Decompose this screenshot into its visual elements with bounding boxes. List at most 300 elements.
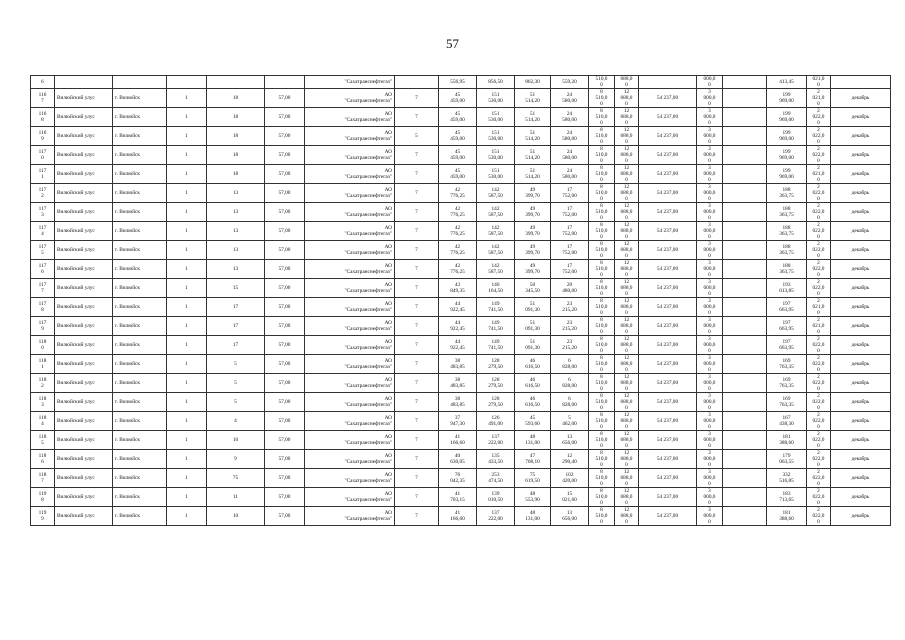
table-cell: 2 022,0 0 — [807, 241, 831, 260]
table-cell: 42 776,25 — [439, 203, 477, 222]
table-cell: 3 000,0 0 — [697, 298, 723, 317]
table-cell: 57,00 — [265, 431, 305, 450]
table-cell: 42 776,25 — [439, 184, 477, 203]
table-row — [31, 260, 891, 279]
table-cell: 1 — [167, 355, 207, 374]
table-cell: 1 — [167, 184, 207, 203]
table-cell: 13 656,00 — [551, 431, 589, 450]
table-cell: АО "Сахатранснефтегаз" — [305, 241, 395, 260]
table-cell: 2 022,0 0 — [807, 393, 831, 412]
table-cell: г. Вилюйск — [113, 393, 167, 412]
table-cell: 17 752,00 — [551, 203, 589, 222]
table-cell: 24 580,00 — [551, 146, 589, 165]
table-cell: 856,50 — [477, 76, 515, 89]
table-row — [31, 450, 891, 469]
table-cell: г. Вилюйск — [113, 279, 167, 298]
table-cell: декабрь — [831, 507, 891, 526]
table-cell: Вилюйский улус — [55, 89, 113, 108]
table-cell: Вилюйский улус — [55, 336, 113, 355]
table-cell: АО "Сахатранснефтегаз" — [305, 469, 395, 488]
table-cell: 57,00 — [265, 127, 305, 146]
table-cell: 38 483,85 — [439, 374, 477, 393]
table-cell: 179 063,55 — [767, 450, 807, 469]
table-cell: 7 — [395, 89, 439, 108]
table-cell: 12 688,0 0 — [615, 146, 639, 165]
table-cell: АО "Сахатранснефтегаз" — [305, 222, 395, 241]
table-cell: 51 514,20 — [515, 108, 551, 127]
table-cell: 7 — [395, 241, 439, 260]
table-cell: "Сахатранснефтегаз" — [305, 76, 395, 89]
table-cell: 193 013,85 — [767, 279, 807, 298]
table-cell: 197 663,95 — [767, 317, 807, 336]
table-cell: 57,00 — [265, 317, 305, 336]
table-cell: 12 688,0 0 — [615, 507, 639, 526]
table-cell: 12 688,0 0 — [615, 431, 639, 450]
table-cell: 54 237,00 — [639, 222, 697, 241]
table-cell: 48 131,00 — [515, 507, 551, 526]
table-cell: 57,00 — [265, 412, 305, 431]
table-cell — [723, 146, 767, 165]
table-cell: декабрь — [831, 184, 891, 203]
table-cell: декабрь — [831, 165, 891, 184]
table-cell: декабрь — [831, 260, 891, 279]
table-cell: 8 510,0 0 — [589, 393, 615, 412]
table-cell: 57,00 — [265, 355, 305, 374]
table-cell: г. Вилюйск — [113, 374, 167, 393]
table-cell: 50 345,50 — [515, 279, 551, 298]
table-cell: 2 022,0 0 — [807, 108, 831, 127]
table-cell: 24 580,00 — [551, 108, 589, 127]
table-cell: 15 — [207, 279, 265, 298]
table-row — [31, 279, 891, 298]
table-cell: 12 688,0 0 — [615, 298, 639, 317]
table-cell: 12 688,0 0 — [615, 279, 639, 298]
table-cell — [723, 108, 767, 127]
table-cell: 24 580,00 — [551, 89, 589, 108]
table-cell: 116 9 — [31, 127, 55, 146]
table-cell: АО "Сахатранснефтегаз" — [305, 127, 395, 146]
table-cell: АО "Сахатранснефтегаз" — [305, 488, 395, 507]
table-cell: 3 000,0 0 — [697, 222, 723, 241]
table-cell: 54 237,00 — [639, 108, 697, 127]
table-cell: декабрь — [831, 374, 891, 393]
table-cell: 54 237,00 — [639, 412, 697, 431]
table-cell: 12 688,0 0 — [615, 184, 639, 203]
table-row — [31, 108, 891, 127]
table-cell: 13 — [207, 260, 265, 279]
table-cell: 199 969,00 — [767, 146, 807, 165]
table-cell: 188 363,75 — [767, 222, 807, 241]
table-cell: 12 688,0 0 — [615, 374, 639, 393]
table-cell: 13 — [207, 241, 265, 260]
table-cell: АО "Сахатранснефтегаз" — [305, 108, 395, 127]
table-cell: 12 688,0 0 — [615, 165, 639, 184]
table-cell: 2 022,0 0 — [807, 431, 831, 450]
table-cell: 6 828,00 — [551, 374, 589, 393]
table-cell — [723, 469, 767, 488]
table-cell: 8 510,0 0 — [589, 355, 615, 374]
table-cell: 12 688,0 0 — [615, 488, 639, 507]
table-cell: 1 — [167, 241, 207, 260]
table-cell: 57,00 — [265, 203, 305, 222]
table-cell: 2 022,0 0 — [807, 260, 831, 279]
table-cell: 3 000,0 0 — [697, 393, 723, 412]
table-cell — [723, 222, 767, 241]
table-cell: 197 663,95 — [767, 336, 807, 355]
table-cell: АО "Сахатранснефтегаз" — [305, 336, 395, 355]
table-cell: 2 022,0 0 — [807, 184, 831, 203]
table-cell: 1 — [167, 165, 207, 184]
table-cell: 139 010,50 — [477, 488, 515, 507]
table-row — [31, 184, 891, 203]
table-cell: 7 — [395, 507, 439, 526]
table-cell: 54 237,00 — [639, 241, 697, 260]
table-cell: 118 1 — [31, 355, 55, 374]
table-cell: г. Вилюйск — [113, 507, 167, 526]
table-cell: 54 237,00 — [639, 450, 697, 469]
table-cell: 1 — [167, 374, 207, 393]
table-cell: 10 — [207, 507, 265, 526]
table-cell: 8 510,0 0 — [589, 317, 615, 336]
table-cell: 8 510,0 0 — [589, 203, 615, 222]
table-cell: 17 — [207, 298, 265, 317]
table-cell: декабрь — [831, 431, 891, 450]
table-cell: Вилюйский улус — [55, 298, 113, 317]
table-cell: 5 — [207, 393, 265, 412]
table-cell: 57,00 — [265, 450, 305, 469]
table-cell: 17 — [207, 317, 265, 336]
table-cell: г. Вилюйск — [113, 450, 167, 469]
table-cell: 12 688,0 0 — [615, 127, 639, 146]
table-cell: 169 763,35 — [767, 393, 807, 412]
table-cell: 3 000,0 0 — [697, 507, 723, 526]
table-cell: 54 237,00 — [639, 317, 697, 336]
table-cell: 119 9 — [31, 507, 55, 526]
table-cell: 9 — [207, 450, 265, 469]
table-body — [31, 76, 891, 526]
table-cell: 45 459,00 — [439, 127, 477, 146]
table-cell: Вилюйский улус — [55, 146, 113, 165]
table-cell: 54 237,00 — [639, 507, 697, 526]
table-cell: Вилюйский улус — [55, 393, 113, 412]
table-cell: 54 237,00 — [639, 488, 697, 507]
table-cell: 1 — [167, 89, 207, 108]
table-cell: 2 022,0 0 — [807, 469, 831, 488]
table-cell — [723, 431, 767, 450]
table-cell: 12 688,0 0 — [615, 260, 639, 279]
table-cell: 181 388,60 — [767, 507, 807, 526]
table-cell: 37 947,30 — [439, 412, 477, 431]
table-row — [31, 374, 891, 393]
table-cell: 2 022,0 0 — [807, 507, 831, 526]
table-cell: 54 237,00 — [639, 393, 697, 412]
table-cell: 1 — [167, 108, 207, 127]
table-cell: 199 969,00 — [767, 89, 807, 108]
table-cell: Вилюйский улус — [55, 469, 113, 488]
table-cell: 6 828,00 — [551, 355, 589, 374]
table-cell: 54 237,00 — [639, 298, 697, 317]
table-cell — [639, 76, 697, 89]
table-cell: 5 — [395, 127, 439, 146]
table-cell: декабрь — [831, 279, 891, 298]
table-cell: 57,00 — [265, 507, 305, 526]
table-cell: Вилюйский улус — [55, 279, 113, 298]
table-cell: 54 237,00 — [639, 165, 697, 184]
table-cell: 24 580,00 — [551, 127, 589, 146]
table-cell: 117 0 — [31, 146, 55, 165]
table-cell: 2 022,0 0 — [807, 279, 831, 298]
table-cell: 51 091,30 — [515, 317, 551, 336]
table-row — [31, 412, 891, 431]
table-cell: 8 510,0 0 — [589, 431, 615, 450]
table-cell: 8 510,0 0 — [589, 298, 615, 317]
table-cell: 199 969,00 — [767, 165, 807, 184]
table-cell: 45 459,00 — [439, 165, 477, 184]
table-cell: г. Вилюйск — [113, 203, 167, 222]
table-cell: 54 237,00 — [639, 431, 697, 450]
table-cell: 116 7 — [31, 89, 55, 108]
table-cell: 128 279,50 — [477, 393, 515, 412]
table-cell: 117 2 — [31, 184, 55, 203]
table-cell: 12 688,0 0 — [615, 393, 639, 412]
table-cell: 6 828,00 — [551, 393, 589, 412]
table-cell: 17 752,00 — [551, 260, 589, 279]
table-cell: 3 000,0 0 — [697, 165, 723, 184]
table-cell: 8 510,0 0 — [589, 241, 615, 260]
table-cell: 54 237,00 — [639, 260, 697, 279]
table-cell: 2 022,0 0 — [807, 146, 831, 165]
table-cell: 49 399,70 — [515, 184, 551, 203]
table-row — [31, 336, 891, 355]
table-cell: 12 688,0 0 — [615, 450, 639, 469]
table-cell: 45 459,00 — [439, 108, 477, 127]
table-cell: 149 741,50 — [477, 298, 515, 317]
table-cell: 8 510,0 0 — [589, 374, 615, 393]
page-number: 57 — [446, 36, 459, 51]
table-cell: 2 021,0 0 — [807, 298, 831, 317]
table-cell: 46 616,50 — [515, 393, 551, 412]
table-cell: 199 969,00 — [767, 127, 807, 146]
table-cell — [831, 76, 891, 89]
table-cell: Вилюйский улус — [55, 260, 113, 279]
table-cell: 117 7 — [31, 279, 55, 298]
table-cell: 3 000,0 0 — [697, 108, 723, 127]
table-cell: 1 — [167, 279, 207, 298]
table-cell: 3 000,0 0 — [697, 127, 723, 146]
table-cell: 57,00 — [265, 146, 305, 165]
table-cell: 118 5 — [31, 431, 55, 450]
table-cell: 7 — [395, 355, 439, 374]
table-cell: 2 022,0 0 — [807, 374, 831, 393]
table-cell: 57,00 — [265, 374, 305, 393]
table-cell: 1 — [167, 488, 207, 507]
table-cell: декабрь — [831, 203, 891, 222]
table-cell: 2 022,0 0 — [807, 203, 831, 222]
table-cell: 23 215,20 — [551, 317, 589, 336]
table-cell: 137 222,00 — [477, 507, 515, 526]
table-cell: Вилюйский улус — [55, 241, 113, 260]
table-cell: АО "Сахатранснефтегаз" — [305, 431, 395, 450]
table-cell: 5 — [207, 374, 265, 393]
table-cell: 8 510,0 0 — [589, 222, 615, 241]
table-cell: 118 7 — [31, 469, 55, 488]
table-cell — [723, 393, 767, 412]
table-cell: 197 663,95 — [767, 298, 807, 317]
table-cell: 51 514,20 — [515, 127, 551, 146]
table-row — [31, 89, 891, 108]
table-cell: г. Вилюйск — [113, 488, 167, 507]
table-cell: 7 — [395, 412, 439, 431]
table-cell: Вилюйский улус — [55, 127, 113, 146]
table-cell: 57,00 — [265, 279, 305, 298]
table-cell: 128 279,50 — [477, 374, 515, 393]
table-cell: г. Вилюйск — [113, 317, 167, 336]
table-cell: 142 587,50 — [477, 241, 515, 260]
table-cell: 556,95 — [439, 76, 477, 89]
table-cell: 118 4 — [31, 412, 55, 431]
table-cell: 57,00 — [265, 488, 305, 507]
table-cell: 5 462,00 — [551, 412, 589, 431]
table-cell: 45 593,60 — [515, 412, 551, 431]
table-cell: 8 510,0 0 — [589, 108, 615, 127]
table-cell: 57,00 — [265, 298, 305, 317]
table-cell: АО "Сахатранснефтегаз" — [305, 279, 395, 298]
table-cell: 169 763,35 — [767, 374, 807, 393]
table-cell: 57,00 — [265, 184, 305, 203]
table-cell: Вилюйский улус — [55, 450, 113, 469]
table-cell: г. Вилюйск — [113, 127, 167, 146]
table-row — [31, 127, 891, 146]
table-cell — [723, 355, 767, 374]
table-cell: 4 — [207, 412, 265, 431]
table-cell: 3 000,0 0 — [697, 431, 723, 450]
table-cell — [723, 89, 767, 108]
table-cell: 1 — [167, 317, 207, 336]
table-cell: 128 279,50 — [477, 355, 515, 374]
table-cell: 41 166,60 — [439, 431, 477, 450]
table-cell: 42 776,25 — [439, 222, 477, 241]
table-cell: 38 483,85 — [439, 355, 477, 374]
table-cell: декабрь — [831, 317, 891, 336]
table-cell: 42 776,25 — [439, 241, 477, 260]
table-cell: 8 510,0 0 — [589, 127, 615, 146]
table-cell: 2 022,0 0 — [807, 450, 831, 469]
table-cell: 2 022,0 0 — [807, 412, 831, 431]
table-cell: 7 — [395, 222, 439, 241]
table-cell — [207, 76, 265, 89]
table-cell: АО "Сахатранснефтегаз" — [305, 165, 395, 184]
table-cell: 13 656,00 — [551, 507, 589, 526]
table-row — [31, 222, 891, 241]
table-row — [31, 146, 891, 165]
table-cell: Вилюйский улус — [55, 431, 113, 450]
table-cell: г. Вилюйск — [113, 298, 167, 317]
table-cell: 2 022,0 0 — [807, 222, 831, 241]
table-cell: 1 — [167, 431, 207, 450]
table-cell: 51 091,30 — [515, 336, 551, 355]
table-cell: 49 399,70 — [515, 260, 551, 279]
table-cell: декабрь — [831, 146, 891, 165]
table-row — [31, 393, 891, 412]
table-cell: 2 022,0 0 — [807, 336, 831, 355]
table-cell: 167 438,30 — [767, 412, 807, 431]
table-cell: 7 — [395, 393, 439, 412]
table-cell: 75 619,50 — [515, 469, 551, 488]
table-cell: 12 688,0 0 — [615, 241, 639, 260]
table-cell: Вилюйский улус — [55, 355, 113, 374]
table-cell: 54 237,00 — [639, 184, 697, 203]
table-cell: декабрь — [831, 450, 891, 469]
table-cell: 151 530,00 — [477, 165, 515, 184]
table-cell — [723, 374, 767, 393]
table-cell: Вилюйский улус — [55, 165, 113, 184]
table-cell: 18 — [207, 146, 265, 165]
table-cell: 54 237,00 — [639, 469, 697, 488]
table-cell: Вилюйский улус — [55, 412, 113, 431]
table-cell: 117 5 — [31, 241, 55, 260]
table-cell: 1 — [167, 507, 207, 526]
table-cell — [723, 127, 767, 146]
table-cell: 8 510,0 0 — [589, 507, 615, 526]
table-cell: 7 — [395, 317, 439, 336]
table-cell: 3 000,0 0 — [697, 146, 723, 165]
table-cell — [723, 298, 767, 317]
table-cell: 13 — [207, 184, 265, 203]
table-cell: 7 — [395, 146, 439, 165]
table-cell: 51 514,20 — [515, 146, 551, 165]
table-cell: 7 — [395, 184, 439, 203]
table-cell — [395, 76, 439, 89]
table-cell: 18 — [207, 108, 265, 127]
table-cell: 2 021,0 0 — [807, 89, 831, 108]
table-cell: 142 587,50 — [477, 222, 515, 241]
table-row — [31, 317, 891, 336]
table-cell: 5 — [207, 355, 265, 374]
table-cell: 6 — [31, 76, 55, 89]
table-cell: 862,30 — [515, 76, 551, 89]
table-cell: декабрь — [831, 108, 891, 127]
table-cell: г. Вилюйск — [113, 89, 167, 108]
table-cell: 3 000,0 0 — [697, 336, 723, 355]
table-cell — [723, 336, 767, 355]
table-cell: 142 587,50 — [477, 184, 515, 203]
table-cell: 51 514,20 — [515, 89, 551, 108]
table-cell: 1 — [167, 298, 207, 317]
table-cell: 7 — [395, 374, 439, 393]
table-cell: 17 — [207, 336, 265, 355]
table-cell: АО "Сахатранснефтегаз" — [305, 450, 395, 469]
table-cell: 151 530,00 — [477, 127, 515, 146]
table-row — [31, 507, 891, 526]
table-cell: 13 — [207, 222, 265, 241]
table-cell: 57,00 — [265, 108, 305, 127]
table-cell: 7 — [395, 488, 439, 507]
table-cell: 57,00 — [265, 393, 305, 412]
table-cell — [723, 260, 767, 279]
table-cell: 126 491,00 — [477, 412, 515, 431]
table-cell: 8 510,0 0 — [589, 165, 615, 184]
table-cell: 7 — [395, 298, 439, 317]
table-cell: декабрь — [831, 469, 891, 488]
table-cell: 8 510,0 0 — [589, 488, 615, 507]
table-cell: г. Вилюйск — [113, 165, 167, 184]
table-cell: 8 510,0 0 — [589, 450, 615, 469]
table-cell: 151 530,00 — [477, 89, 515, 108]
table-row — [31, 469, 891, 488]
table-cell: 7 — [395, 450, 439, 469]
table-cell: 8 510,0 0 — [589, 469, 615, 488]
table-cell: декабрь — [831, 89, 891, 108]
